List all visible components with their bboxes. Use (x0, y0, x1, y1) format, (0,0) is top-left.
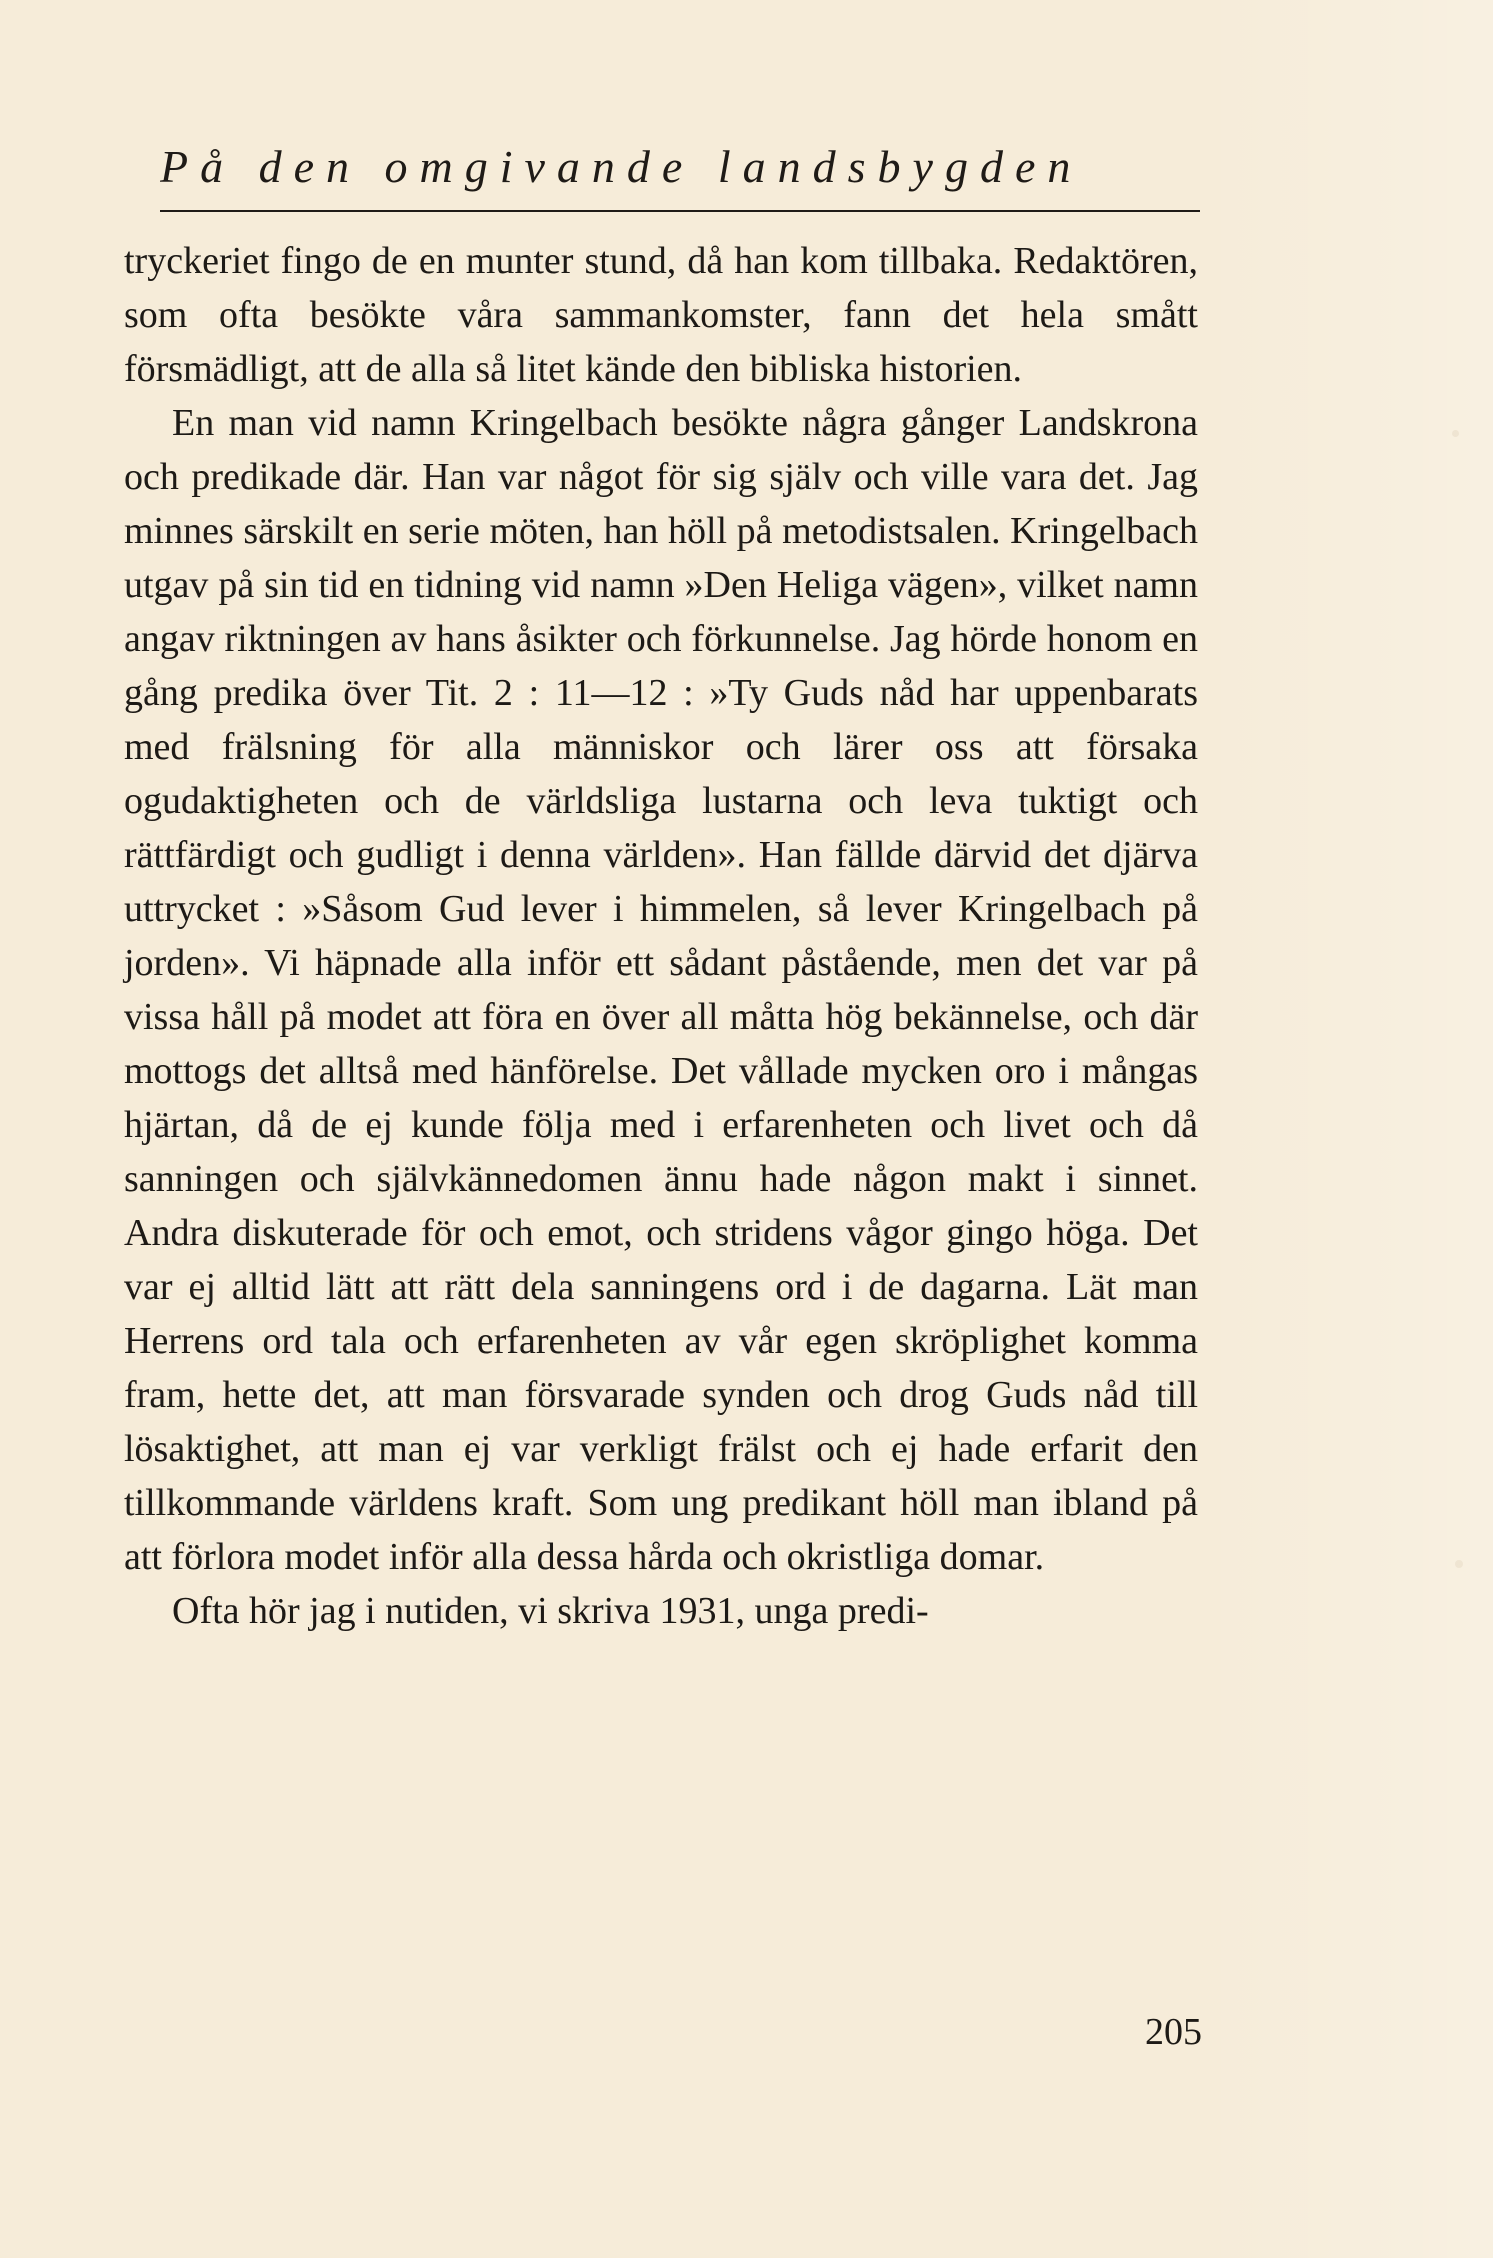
running-head-rule (160, 210, 1200, 212)
running-head: På den omgivande landsbygden (160, 141, 1083, 192)
page-number: 205 (1145, 2011, 1202, 2053)
paragraph: Ofta hör jag i nutiden, vi skriva 1931, unga predi- (172, 1590, 929, 1632)
paper-spot (1455, 1560, 1463, 1568)
page-edge-shade (1203, 0, 1493, 2258)
paper-spot (1452, 430, 1459, 437)
body-text (124, 234, 1198, 1638)
paragraph: En man vid namn Kringelbach besökte några gånger Landskrona och predikade där. Han var något för sig själv och ville vara det. Jag minnes särskilt en serie möten, han höll på metodistsalen. Kringelbach utgav på sin tid en tidning vid namn »Den Heliga vägen», vilket namn angav riktningen av hans åsikter och förkunnelse. Jag hörde honom en gång predika över Tit. 2 : 11—12 : »Ty Guds nåd har uppenbarats med frälsning för alla människor och lärer oss att försaka ogudaktigheten och de världsliga lustarna och leva tuktigt och rättfärdigt och gudligt i denna världen». Han fällde därvid det djärva uttrycket : »Såsom Gud lever i himmelen, så lever Kringelbach på jorden». Vi häpnade alla inför ett sådant påstående, men det var på vissa håll på modet att föra en över all måtta hög bekännelse, och där mottogs det alltså med hänförelse. Det vållade mycken oro i mångas hjärtan, då de ej kunde följa med i erfarenheten och livet och då sanningen och självkännedomen ännu hade någon makt i sinnet. Andra diskuterade för och emot, och stridens vågor gingo höga. Det var ej alltid lätt att rätt dela sanningens ord i de dagarna. Lät man Herrens ord tala och erfarenheten av vår egen skröplighet komma fram, hette det, att man försvarade synden och drog Guds nåd till lösaktighet, att man ej var verkligt frälst och ej hade erfarit den tillkommande världens kraft. Som ung predikant höll man ibland på att förlora modet inför alla dessa hårda och okristliga domar. (124, 402, 1198, 1578)
paragraph: tryckeriet fingo de en munter stund, då han kom tillbaka. Redaktören, som ofta besökte våra sammankomster, fann det hela smått försmädligt, att de alla så litet kände den bibliska historien. (124, 240, 1198, 390)
